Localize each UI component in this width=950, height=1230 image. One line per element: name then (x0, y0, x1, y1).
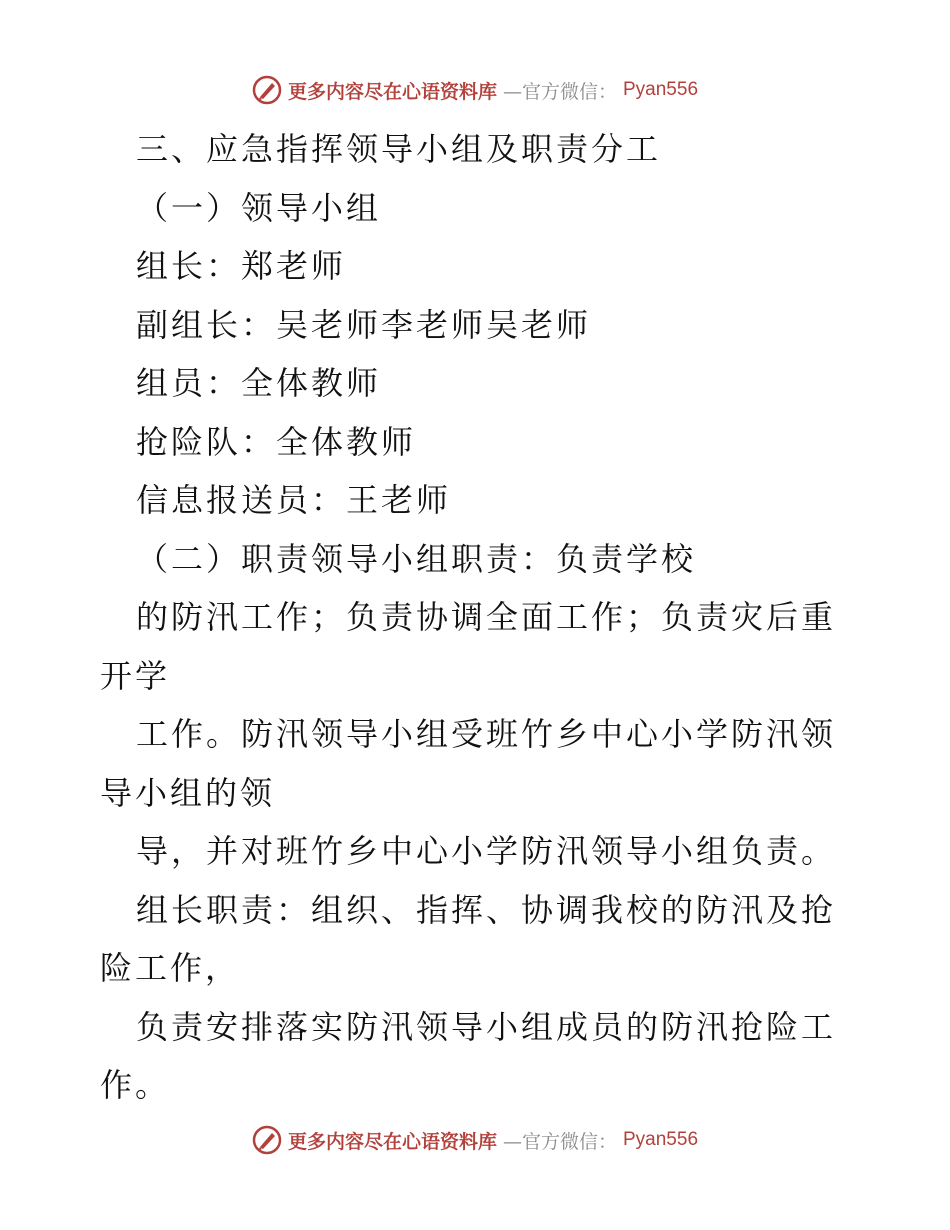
header-banner (0, 72, 950, 108)
leader-duties-paragraph-2: 负责安排落实防汛领导小组成员的防汛抢险工作。 (100, 1007, 837, 1104)
duties-paragraph-start: （二）职责领导小组职责：负责学校 (136, 539, 697, 578)
footer-banner-title: 更多内容尽在心语资料库 (287, 1130, 497, 1153)
info-reporter-line: 信息报送员：王老师 (136, 481, 452, 519)
footer-banner-separator: —官方微信： (502, 1130, 617, 1153)
header-banner-wechat-id: Pyan556 (623, 79, 699, 100)
subsection-heading: （一）领导小组 (136, 188, 382, 227)
footer-banner-wechat-id: Pyan556 (623, 1129, 699, 1150)
quill-logo-icon (252, 75, 282, 105)
footer-banner (0, 1122, 950, 1158)
duties-paragraph-4: 导，并对班竹乡中心小学防汛领导小组负责。 (136, 832, 837, 870)
deputy-leader-line: 副组长：吴老师李老师吴老师 (136, 305, 592, 344)
leader-line: 组长：郑老师 (136, 247, 347, 285)
rescue-team-line: 抢险队：全体教师 (136, 422, 417, 461)
section-heading: 三、应急指挥领导小组及职责分工 (136, 130, 662, 168)
header-banner-title: 更多内容尽在心语资料库 (287, 80, 497, 103)
duties-paragraph-3: 工作。防汛领导小组受班竹乡中心小学防汛领导小组的领 (100, 715, 837, 812)
quill-logo-icon (252, 1125, 282, 1155)
duties-paragraph-2: 的防汛工作；负责协调全面工作；负责灾后重开学 (100, 598, 837, 695)
header-banner-separator: —官方微信： (502, 80, 617, 103)
members-line: 组员：全体教师 (136, 364, 382, 402)
document-body (100, 120, 852, 1115)
leader-duties-paragraph: 组长职责：组织、指挥、协调我校的防汛及抢险工作， (100, 890, 837, 987)
